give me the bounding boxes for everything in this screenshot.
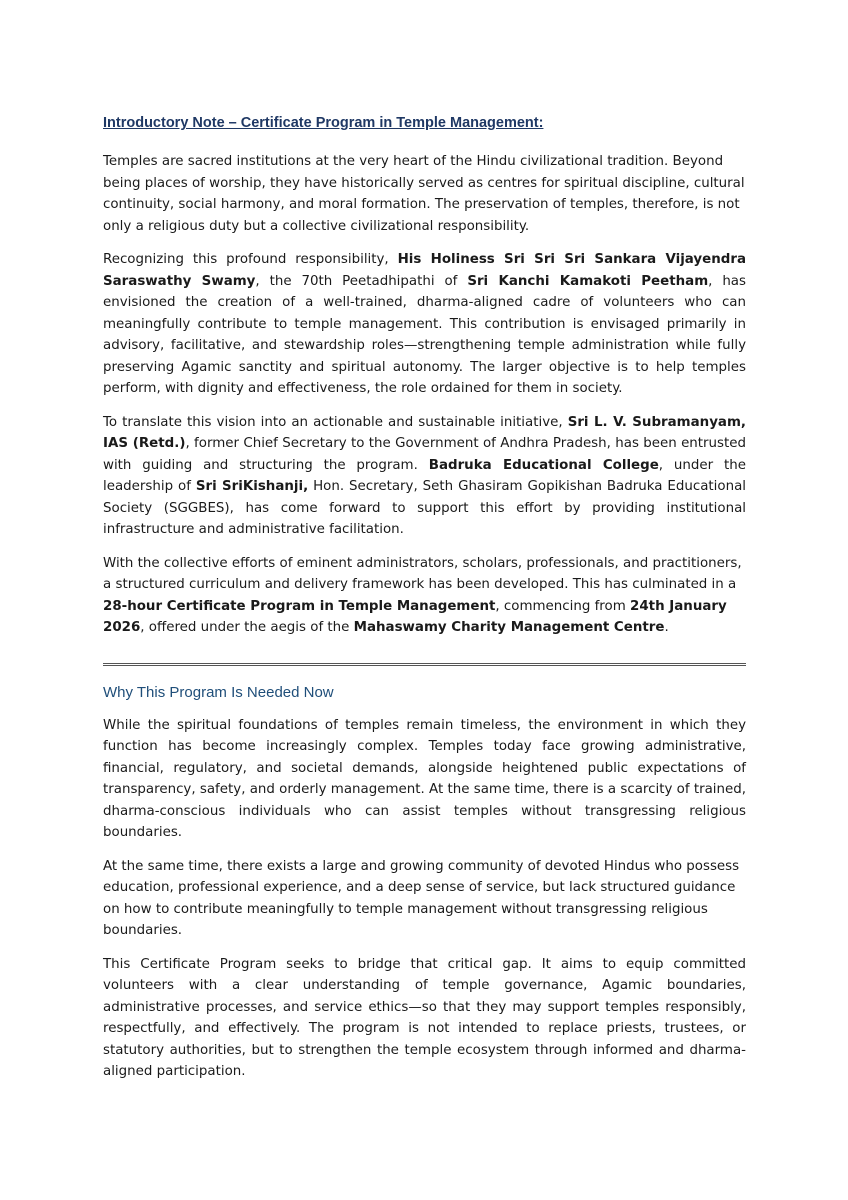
bold-name: Sri Kanchi Kamakoti Peetham <box>467 273 709 289</box>
why-paragraph-1: While the spiritual foundations of temples remain timeless, the environment in which they function has become increasingly complex. Temples today face growing administrative, financial, regulatory, and societal demands, alongside heightened public expectations of transparency, safety, and orderly management. At the same time, there is a scarcity of trained, dharma-conscious individuals who can assist temples without transgressing religious boundaries. <box>103 717 746 840</box>
text-run: , has envisioned the creation of a well-trained, dharma-aligned cadre of volunteers who can meaningfully contribute to temple management. This contribution is envisaged primarily in advisory, facilitative, and stewardship roles—strengthening temple administration while fully preserving Agamic sanctity and spiritual autonomy. The larger objective is to help temples perform, with dignity and effectiveness, the role ordained for them in society. <box>103 273 746 396</box>
text-run: , under the leadership of <box>103 457 746 494</box>
text-run: , former Chief Secretary to the Government of Andhra Pradesh, has been entrusted with guiding and structuring the program. <box>103 436 747 473</box>
text-run: Recognizing this profound responsibility, <box>103 252 398 267</box>
bold-name: Sri L. V. Subramanyam, IAS (Retd.) <box>103 414 746 451</box>
intro-paragraph-2 <box>103 249 746 400</box>
document-page <box>103 113 746 1095</box>
text-run: With the collective efforts of eminent administrators, scholars, professionals, and practitioners, a structured curriculum and delivery framework has been developed. This has culminated in a <box>103 555 742 592</box>
intro-paragraph-3 <box>103 412 746 541</box>
why-paragraph-3: This Certificate Program seeks to bridge that critical gap. It aims to equip committed volunteers with a clear understanding of temple governance, Agamic boundaries, administrative processes, and service ethics—so that they may support temples responsibly, respectfully, and effectively. The program is not intended to replace priests, trustees, or statutory authorities, but to strengthen the temple ecosystem through informed and dharma-aligned participation. <box>103 956 746 1079</box>
bold-name: His Holiness Sri Sri Sri Sankara Vijayendra Saraswathy Swamy <box>103 252 746 289</box>
why-paragraph-2: At the same time, there exists a large and growing community of devoted Hindus who possess education, professional experience, and a deep sense of service, but lack structured guidance on how to contribute meaningfully to temple management without transgressing religious boundaries. <box>103 858 740 938</box>
text-run: . <box>664 620 669 635</box>
text-run: , offered under the aegis of the <box>140 620 354 635</box>
text-run: To translate this vision into an actionable and sustainable initiative, <box>103 414 568 430</box>
intro-paragraph-1: Temples are sacred institutions at the very heart of the Hindu civilizational tradition. Beyond being places of worship, they have historically served as centres for spiritual discipline, cultural continuity, social harmony, and moral formation. The preservation of temples, therefore, is not only a religious duty but a collective civilizational responsibility. <box>103 154 745 234</box>
text-run: , commencing from <box>495 598 631 614</box>
bold-date: 24th January 2026 <box>103 598 727 635</box>
bold-program: 28-hour Certificate Program in Temple Management <box>103 598 496 614</box>
intro-paragraph-4 <box>103 553 746 639</box>
bold-name: Badruka Educational College <box>428 457 659 473</box>
text-run: , the 70th Peetadhipathi of <box>255 273 468 289</box>
section-divider <box>103 663 746 666</box>
bold-centre: Mahaswamy Charity Management Centre <box>353 620 665 635</box>
bold-name: Sri SriKishanji, <box>195 479 309 494</box>
intro-title: Introductory Note – Certificate Program in Temple Management: <box>103 115 544 131</box>
section-heading-why: Why This Program Is Needed Now <box>103 683 334 701</box>
text-run: Hon. Secretary, Seth Ghasiram Gopikishan Badruka Educational Society (SGGBES), has come forward to support this effort by providing institutional infrastructure and administrative facilitation. <box>103 479 746 537</box>
